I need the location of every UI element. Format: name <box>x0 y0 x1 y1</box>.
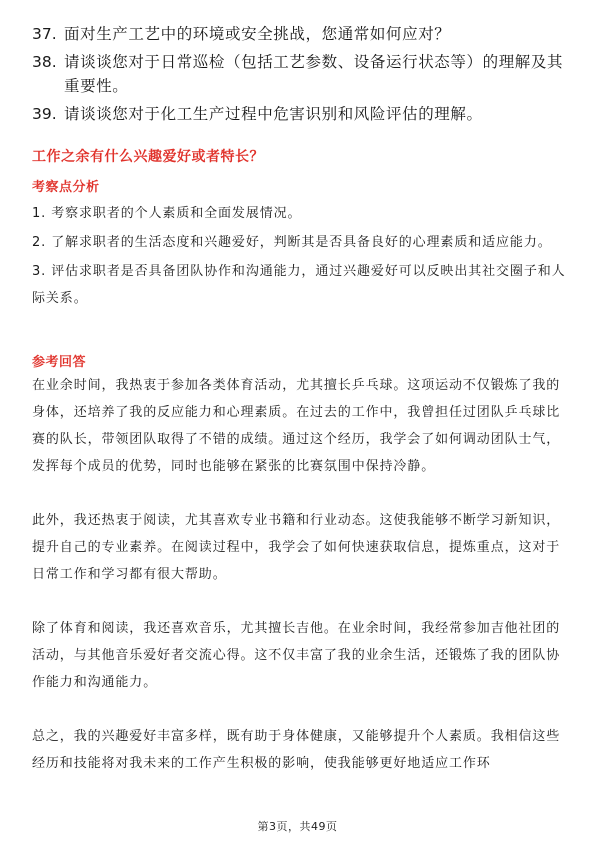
question-item <box>32 50 572 98</box>
question-item <box>32 22 572 46</box>
answer-paragraph: 此外，我还热衷于阅读，尤其喜欢专业书籍和行业动态。这使我能够不断学习新知识，提升自己的专业素养。在阅读过程中，我学会了如何快速获取信息，提炼重点，这对于日常工作和学习都有很大帮助。 <box>32 513 561 582</box>
question-number: 37. <box>32 25 57 43</box>
question-text: 请谈谈您对于化工生产过程中危害识别和风险评估的理解。 <box>64 105 483 123</box>
answer-body <box>32 372 572 804</box>
question-list <box>32 22 572 130</box>
analysis-list <box>32 200 572 314</box>
page-number: 第3页，共49页 <box>257 820 338 833</box>
analysis-point: 3. 评估求职者是否具备团队协作和沟通能力，通过兴趣爱好可以反映出其社交圈子和人际关系。 <box>32 264 566 306</box>
analysis-heading: 考察点分析 <box>32 180 100 195</box>
answer-paragraph: 在业余时间，我热衷于参加各类体育活动，尤其擅长乒乓球。这项运动不仅锻炼了我的身体，还培养了我的反应能力和心理素质。在过去的工作中，我曾担任过团队乒乓球比赛的队长，带领团队取得了不错的成绩。通过这个经历，我学会了如何调动团队士气，发挥每个成员的优势，同时也能够在紧张的比赛氛围中保持冷静。 <box>32 378 561 474</box>
question-number: 38. <box>32 53 57 71</box>
answer-heading: 参考回答 <box>32 355 87 370</box>
question-text: 面对生产工艺中的环境或安全挑战，您通常如何应对？ <box>64 25 451 43</box>
question-text: 请谈谈您对于日常巡检（包括工艺参数、设备运行状态等）的理解及其重要性。 <box>64 53 564 95</box>
answer-paragraph: 除了体育和阅读，我还喜欢音乐，尤其擅长吉他。在业余时间，我经常参加吉他社团的活动，与其他音乐爱好者交流心得。这不仅丰富了我的业余生活，还锻炼了我的团队协作能力和沟通能力。 <box>32 621 561 690</box>
analysis-point: 2. 了解求职者的生活态度和兴趣爱好，判断其是否具备良好的心理素质和适应能力。 <box>32 235 552 250</box>
section-heading: 工作之余有什么兴趣爱好或者特长？ <box>32 149 264 165</box>
answer-paragraph: 总之，我的兴趣爱好丰富多样，既有助于身体健康，又能够提升个人素质。我相信这些经历和技能将对我未来的工作产生积极的影响，使我能够更好地适应工作环 <box>32 729 561 771</box>
question-item <box>32 102 572 126</box>
question-number: 39. <box>32 105 57 123</box>
analysis-point: 1. 考察求职者的个人素质和全面发展情况。 <box>32 206 302 221</box>
